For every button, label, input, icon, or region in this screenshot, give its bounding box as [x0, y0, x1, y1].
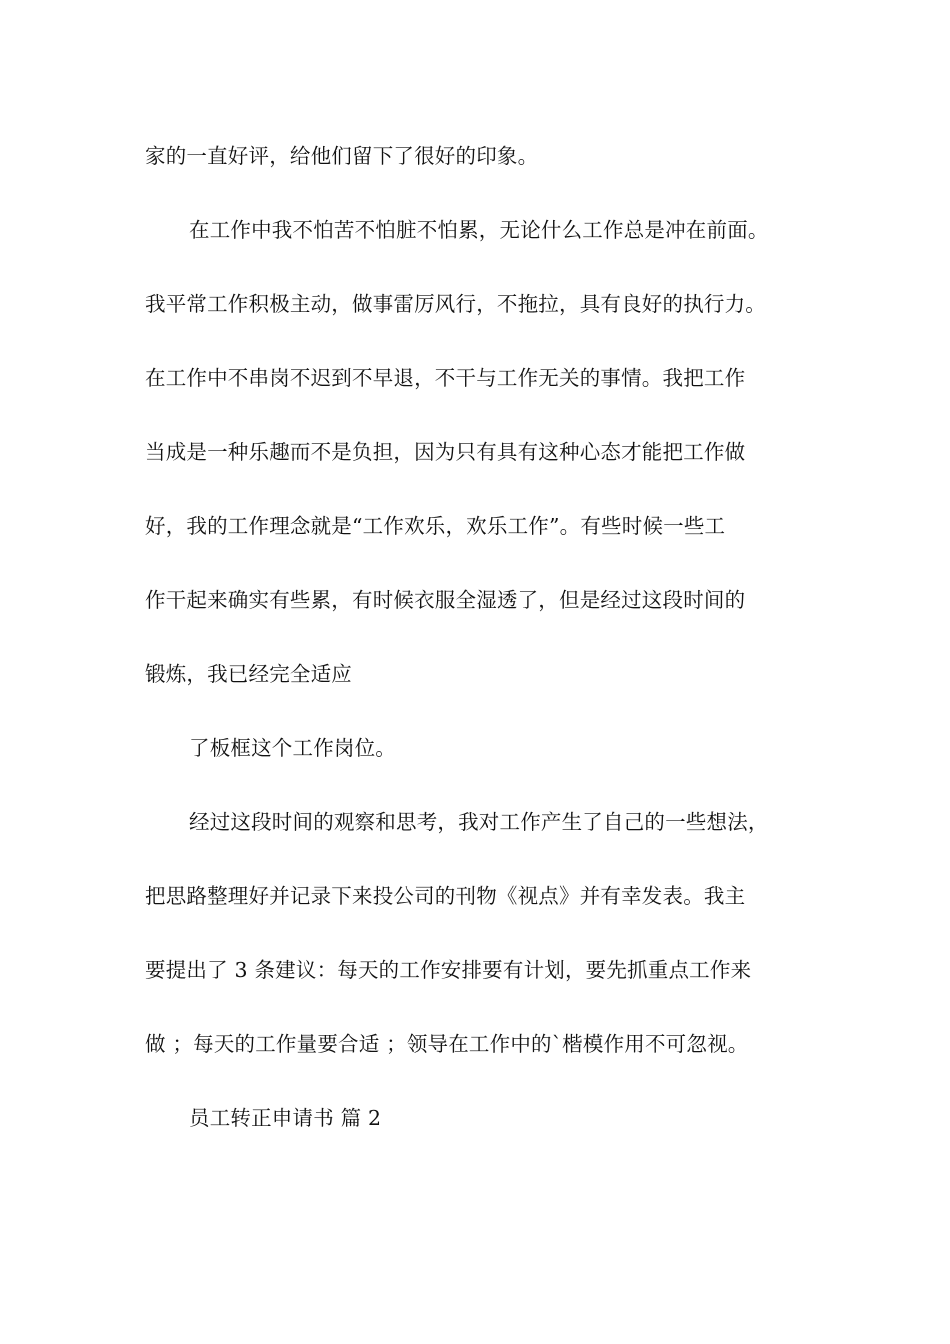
text-line-1: 家的一直好评，给他们留下了很好的印象。: [145, 144, 539, 168]
text-line-9: 了板框这个工作岗位。: [189, 736, 396, 760]
section-heading: 员工转正申请书 篇 2: [189, 1106, 382, 1130]
text-line-3: 我平常工作积极主动，做事雷厉风行，不拖拉，具有良好的执行力。: [145, 292, 766, 316]
text-line-4: 在工作中不串岗不迟到不早退，不干与工作无关的事情。我把工作: [145, 366, 746, 390]
text-line-7: 作干起来确实有些累，有时候衣服全湿透了，但是经过这段时间的: [145, 588, 746, 612]
text-line-12: 要提出了 3 条建议：每天的工作安排要有计划，要先抓重点工作来: [145, 958, 752, 982]
text-line-6: 好，我的工作理念就是“工作欢乐，欢乐工作”。有些时候一些工: [145, 514, 726, 538]
text-line-13: 做 ；每天的工作量要合适 ；领导在工作中的`楷模作用不可忽视。: [145, 1032, 749, 1056]
text-line-10: 经过这段时间的观察和思考，我对工作产生了自己的一些想法，: [189, 810, 769, 834]
text-line-8: 锻炼，我已经完全适应: [145, 662, 352, 686]
text-line-5: 当成是一种乐趣而不是负担，因为只有具有这种心态才能把工作做: [145, 440, 746, 464]
text-line-2: 在工作中我不怕苦不怕脏不怕累，无论什么工作总是冲在前面。: [189, 218, 769, 242]
text-line-11: 把思路整理好并记录下来投公司的刊物《视点》并有幸发表。我主: [145, 884, 746, 908]
